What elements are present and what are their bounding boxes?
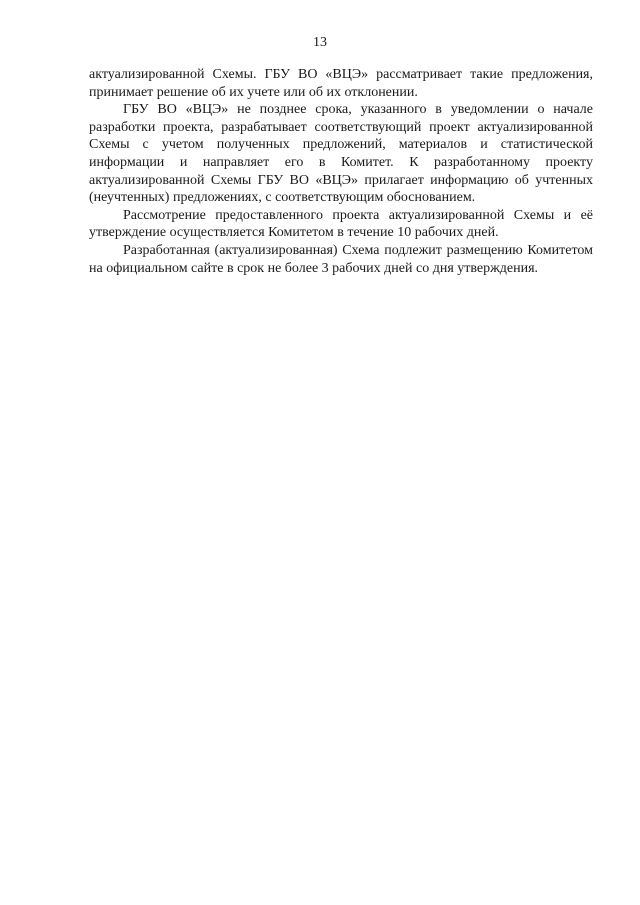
paragraph-2: ГБУ ВО «ВЦЭ» не позднее срока, указанного в уведомлении о начале разработки проекта, разрабатывает соответствующий проект актуализированной Схемы с учетом полученных предложений, материалов и статистической информации и направляет его в Комитет. К разработанному проекту актуализированной Схемы ГБУ ВО «ВЦЭ» прилагает информацию об учтенных (неучтенных) предложениях, с соответствующим обоснованием. [89,102,593,206]
document-body [89,66,593,277]
paragraph-3: Рассмотрение предоставленного проекта актуализированной Схемы и её утверждение осуществляется Комитетом в течение 10 рабочих дней. [89,207,593,241]
paragraph-1: актуализированной Схемы. ГБУ ВО «ВЦЭ» рассматривает такие предложения, принимает решение об их учете или об их отклонении. [89,67,593,100]
page-number: 13 [313,35,327,50]
paragraph-4: Разработанная (актуализированная) Схема подлежит размещению Комитетом на официальном сайте в срок не более 3 рабочих дней со дня утверждения. [89,242,593,276]
